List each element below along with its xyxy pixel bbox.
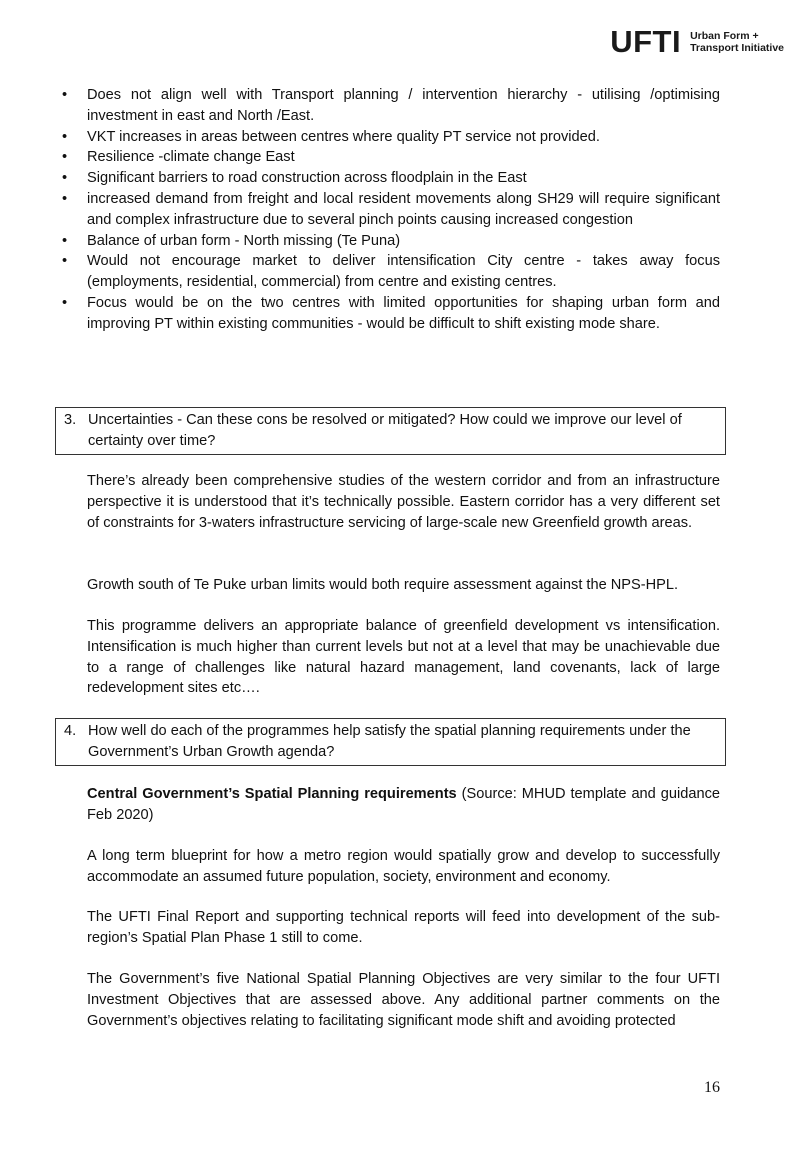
logo-line-2: Transport Initiative — [690, 41, 784, 54]
bullet-icon: • — [62, 128, 68, 145]
list-item — [56, 127, 720, 148]
list-item-text: Significant barriers to road construction across floodplain in the East — [87, 170, 527, 187]
question-3-box — [55, 407, 726, 455]
section-heading — [87, 784, 720, 826]
bullet-icon: • — [62, 294, 68, 311]
paragraph: The UFTI Final Report and supporting technical reports will feed into development of the sub-region’s Spatial Plan Phase 1 still to come. — [87, 909, 720, 946]
list-item — [56, 251, 720, 293]
bullet-icon: • — [62, 253, 68, 270]
list-item — [56, 147, 720, 168]
list-item — [56, 293, 720, 335]
paragraph: Growth south of Te Puke urban limits would both require assessment against the NPS-HPL. — [87, 577, 679, 593]
page-number: 16 — [704, 1079, 720, 1096]
question-text: How well do each of the programmes help satisfy the spatial planning requirements under the Government’s Urban Growth agenda? — [88, 723, 691, 760]
bullet-icon: • — [62, 190, 68, 207]
paragraph: The Government’s five National Spatial Planning Objectives are very similar to the four UFTI Investment Objectives that are assessed above. Any additional partner comments on the Government’s objectives relating to facilitating significant mode shift and avoiding protected — [87, 971, 720, 1029]
logo-subtitle — [690, 30, 784, 54]
cons-bullet-list — [56, 85, 720, 335]
list-item — [56, 189, 720, 231]
bullet-icon: • — [62, 170, 68, 187]
bullet-icon: • — [62, 87, 68, 103]
paragraph: This programme delivers an appropriate balance of greenfield development vs intensification. Intensification is much higher than current levels but not at a level that may be unachievable due to a range of challenges like natural hazard management, land covenants, lack of large redevelopment sites etc…. — [87, 618, 720, 697]
list-item-text: Does not align well with Transport planning / intervention hierarchy - utilising /optimising investment in east and North /East. — [87, 87, 720, 124]
question-4-box — [55, 718, 726, 766]
list-item-text: Focus would be on the two centres with limited opportunities for shaping urban form and improving PT within existing communities - would be difficult to shift existing mode share. — [87, 294, 720, 332]
list-item-text: VKT increases in areas between centres where quality PT service not provided. — [87, 128, 600, 145]
question-text: Uncertainties - Can these cons be resolved or mitigated? How could we improve our level of certainty over time? — [88, 412, 682, 449]
logo-line-1: Urban Form + — [690, 29, 759, 42]
bullet-icon: • — [62, 149, 68, 166]
ufti-logo — [610, 26, 784, 57]
heading-source: (Source: MHUD template and guidance Feb 2020) — [87, 786, 720, 823]
list-item-text: Balance of urban form - North missing (Te Puna) — [87, 232, 401, 249]
question-number: 3. — [64, 412, 77, 428]
paragraph: There’s already been comprehensive studies of the western corridor and from an infrastructure perspective it is understood that it’s technically possible. Eastern corridor has a very different set of constraints for 3-waters infrastructure servicing of large-scale new Greenfield growth areas. — [87, 473, 720, 531]
list-item-text: Would not encourage market to deliver intensification City centre - takes away focus (employments, residential, commercial) from centre and existing centres. — [87, 253, 720, 291]
logo-mark: UFTI — [610, 24, 682, 59]
list-item-text: Resilience -climate change East — [87, 149, 295, 166]
list-item — [56, 85, 720, 127]
heading-bold: Central Government’s Spatial Planning requirements — [87, 786, 457, 802]
list-item — [56, 168, 720, 189]
list-item — [56, 231, 720, 252]
bullet-icon: • — [62, 232, 68, 249]
question-number: 4. — [64, 723, 77, 739]
paragraph: A long term blueprint for how a metro region would spatially grow and develop to successfully accommodate an assumed future population, society, environment and economy. — [87, 848, 720, 885]
list-item-text: increased demand from freight and local resident movements along SH29 will require significant and complex infrastructure due to several pinch points causing increased congestion — [87, 190, 720, 228]
